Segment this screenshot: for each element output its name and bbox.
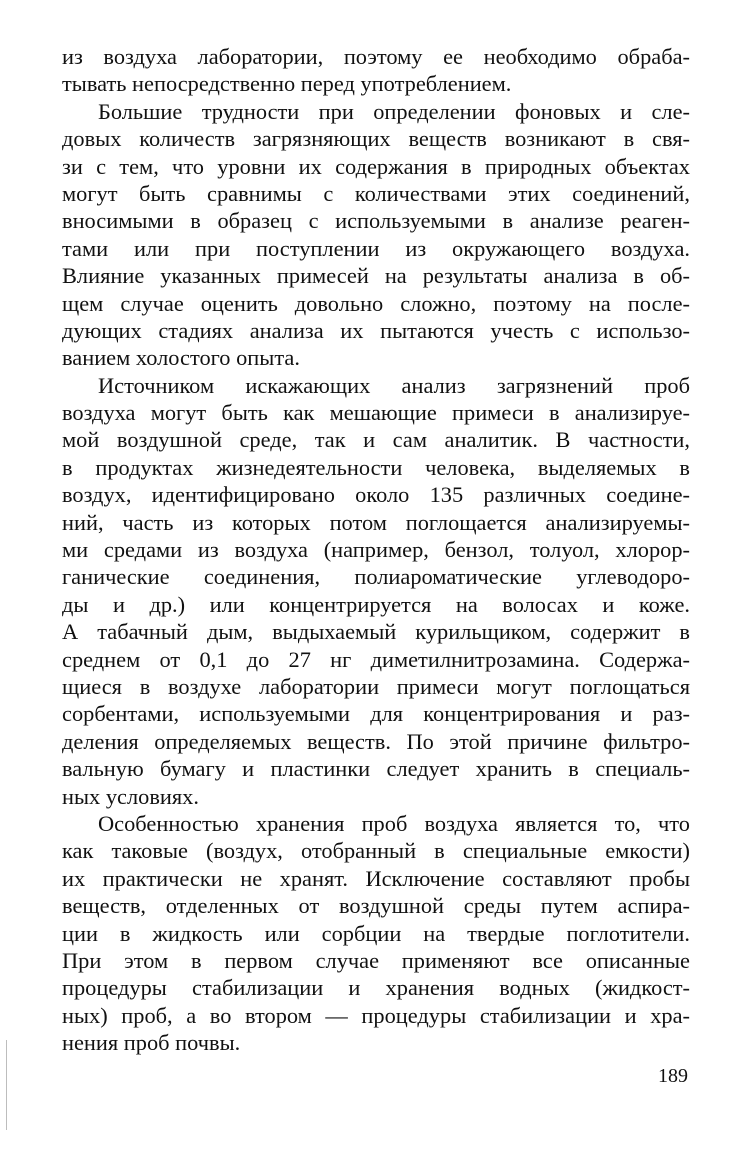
- text-line: ции в жидкость или сорбции на твердые поглотители.: [62, 920, 690, 946]
- text-line: щиеся в воздухе лаборатории примеси могут поглощаться: [62, 673, 690, 699]
- text-line: При этом в первом случае применяют все описанные: [62, 947, 690, 973]
- text-line: дующих стадиях анализа их пытаются учесть с использо-: [62, 317, 690, 343]
- text-line: Источником искажающих анализ загрязнений проб: [98, 372, 690, 398]
- text-line: Большие трудности при определении фоновых и сле-: [98, 98, 690, 124]
- text-line: процедуры стабилизации и хранения водных (жидкост-: [62, 975, 690, 1001]
- text-line: в продуктах жизнедеятельности человека, выделяемых в: [62, 454, 690, 480]
- paragraph: [62, 810, 690, 1057]
- text-line: ми средами из воздуха (например, бензол, толуол, хлорор-: [62, 537, 690, 563]
- text-line: мой воздушной среде, так и сам аналитик. В частности,: [62, 427, 690, 453]
- text-line: Особенностью хранения проб воздуха является то, что: [98, 810, 690, 836]
- page-body: [62, 43, 690, 1056]
- text-line: деления определяемых веществ. По этой причине фильтро-: [62, 728, 690, 754]
- text-line: из воздуха лаборатории, поэтому ее необходимо обраба-: [62, 44, 690, 69]
- text-line: как таковые (воздух, отобранный в специальные емкости): [62, 838, 690, 864]
- text-line: ний, часть из которых потом поглощается анализируемы-: [62, 509, 690, 535]
- paragraph: [62, 372, 690, 810]
- text-line: тами или при поступлении из окружающего воздуха.: [62, 235, 690, 261]
- text-line: А табачный дым, выдыхаемый курильщиком, содержит в: [62, 619, 690, 645]
- text-line: щем случае оценить довольно сложно, поэтому на после-: [62, 290, 690, 316]
- text-line: ганические соединения, полиароматические углеводоро-: [62, 564, 690, 590]
- page-number: 189: [658, 1065, 688, 1087]
- text-line: зи с тем, что уровни их содержания в природных объектах: [62, 153, 690, 179]
- text-line: среднем от 0,1 до 27 нг диметилнитрозамина. Содержа-: [62, 646, 690, 672]
- paragraph: [62, 98, 690, 372]
- text-line: тывать непосредственно перед употреблением.: [62, 71, 512, 97]
- text-line: их практически не хранят. Исключение составляют пробы: [62, 865, 690, 891]
- paragraph: [62, 43, 690, 98]
- text-line: могут быть сравнимы с количествами этих соединений,: [62, 180, 690, 206]
- text-line: воздуха могут быть как мешающие примеси в анализируе-: [62, 400, 690, 426]
- text-line: ды и др.) или концентрируется на волосах и коже.: [62, 591, 690, 617]
- text-line: ванием холостого опыта.: [62, 345, 300, 371]
- text-line: воздух, идентифицировано около 135 различных соедине-: [62, 482, 690, 508]
- text-line: веществ, отделенных от воздушной среды путем аспира-: [62, 893, 690, 919]
- scan-edge-mark: [6, 1040, 7, 1130]
- text-line: Влияние указанных примесей на результаты анализа в об-: [62, 263, 690, 289]
- text-line: вальную бумагу и пластинки следует хранить в специаль-: [62, 756, 690, 782]
- text-line: довых количеств загрязняющих веществ возникают в свя-: [62, 126, 690, 152]
- text-line: сорбентами, используемыми для концентрирования и раз-: [62, 701, 690, 727]
- text-line: нения проб почвы.: [62, 1030, 241, 1056]
- text-line: вносимыми в образец с используемыми в анализе реаген-: [62, 208, 690, 234]
- text-line: ных условиях.: [62, 783, 199, 809]
- text-line: ных) проб, а во втором — процедуры стабилизации и хра-: [62, 1002, 690, 1028]
